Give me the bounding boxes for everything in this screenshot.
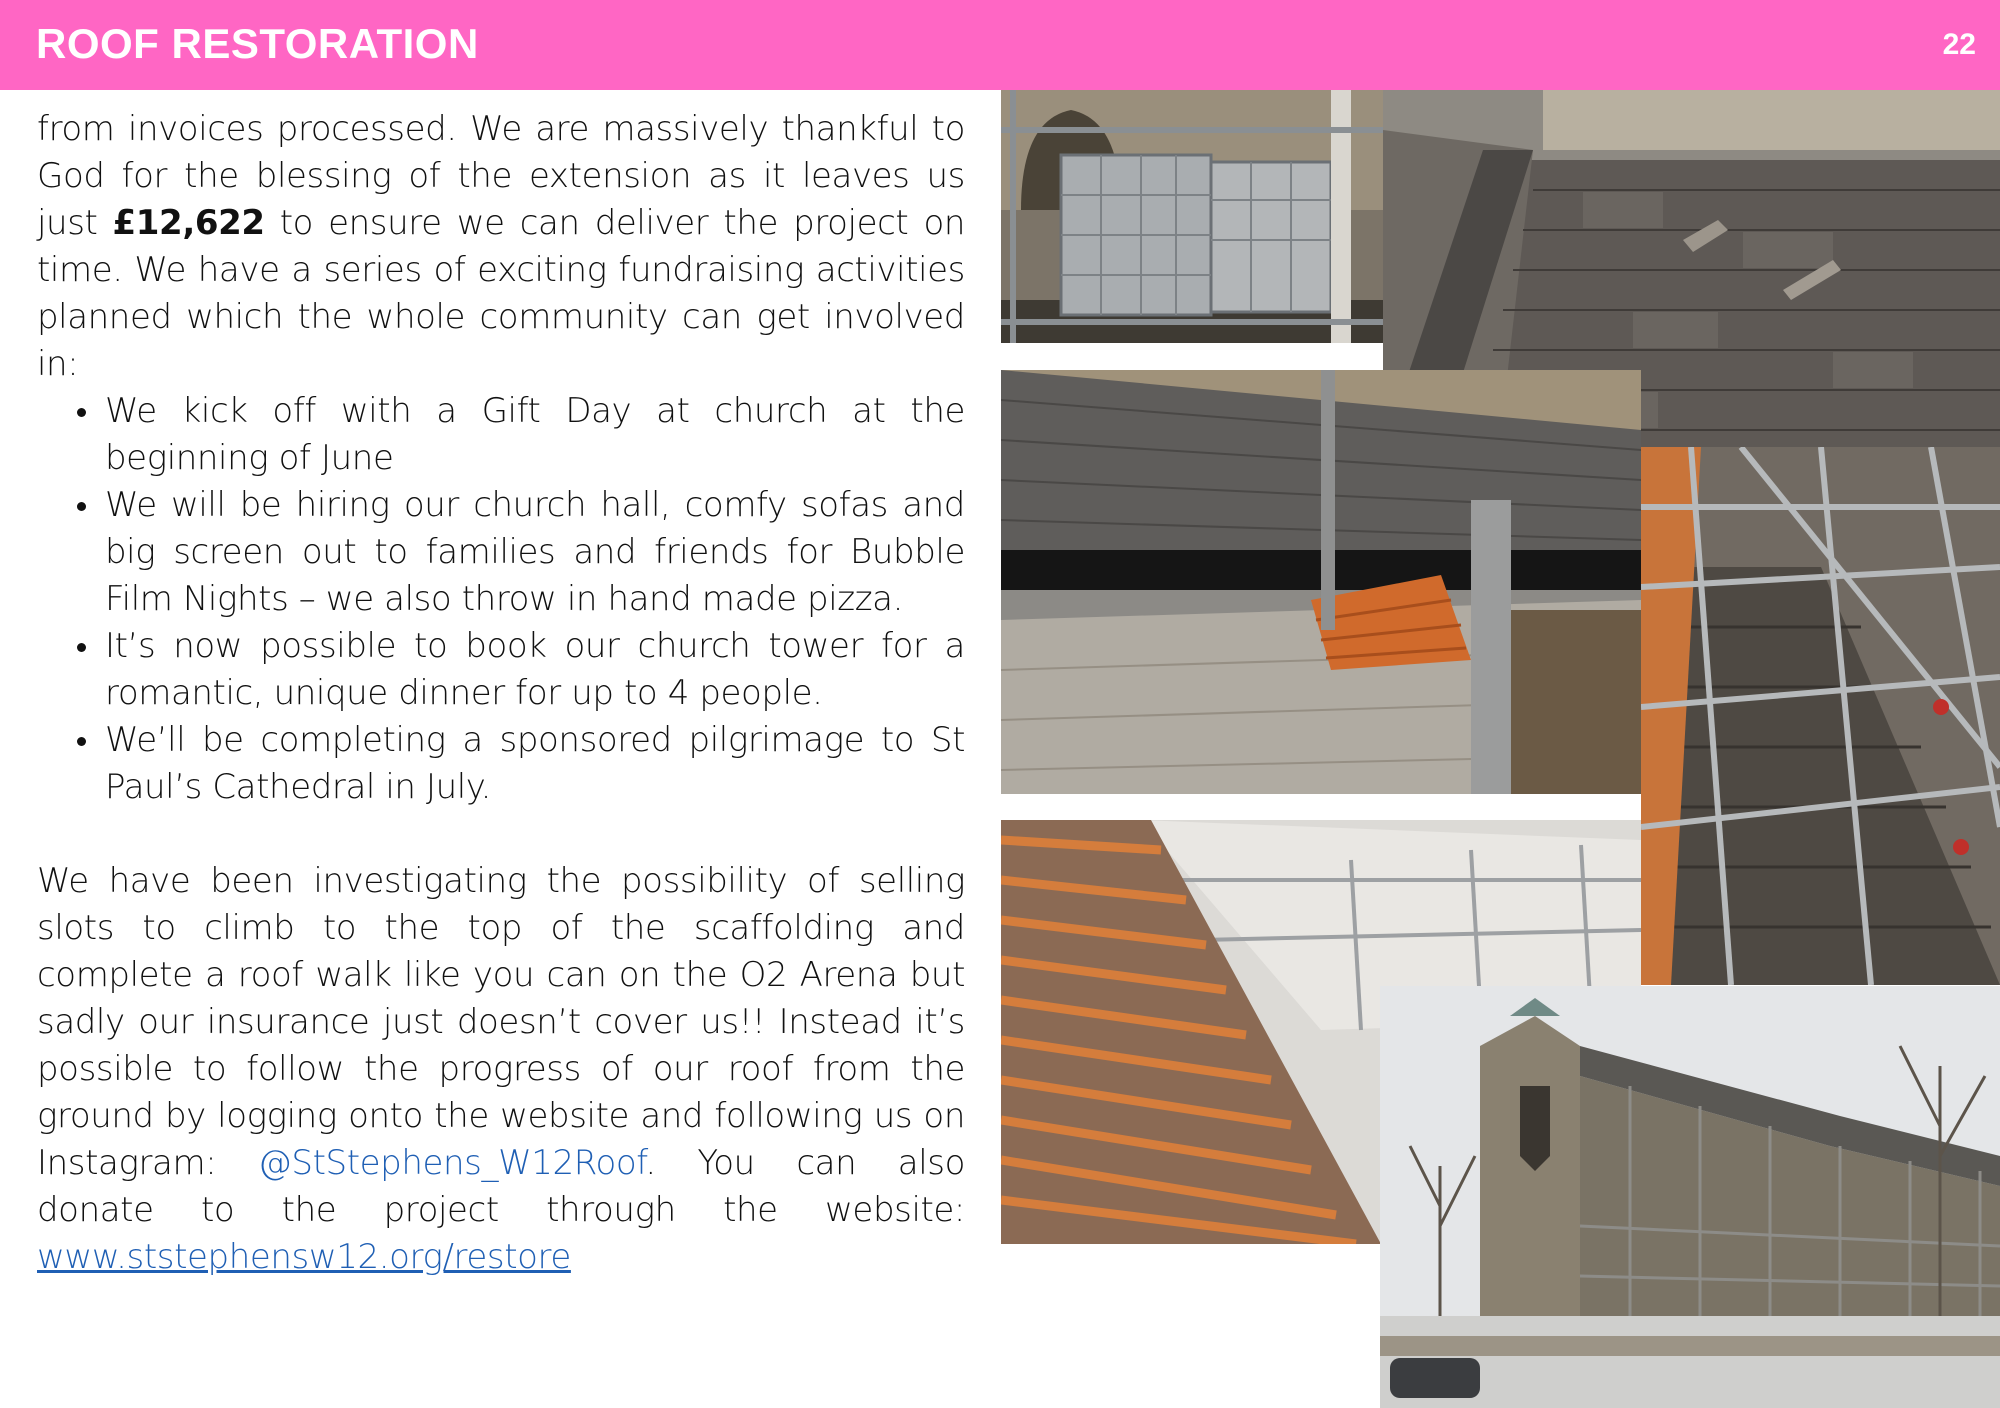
list-item: It’s now possible to book our church tower for a romantic, unique dinner for up to 4 people. — [105, 623, 965, 717]
intro-text-b: to ensure we can deliver the project on time. We have a series of exciting fundraising activities planned which the whole community can get involved in: — [37, 203, 965, 384]
page-number: 22 — [1942, 28, 1976, 61]
list-item: We kick off with a Gift Day at church at the beginning of June — [105, 388, 965, 482]
remaining-amount: £12,622 — [112, 203, 265, 243]
intro-text-a: from invoices processed. We are massively thankful to God for the blessing of the extension as it leaves us just — [37, 109, 965, 243]
timber-on-scaffold-photo — [1001, 370, 1641, 794]
progress-paragraph — [37, 858, 965, 1281]
church-exterior-photo — [1380, 986, 2000, 1408]
scaffold-walkway-photo — [1641, 447, 2000, 985]
list-item: We’ll be completing a sponsored pilgrimage to St Paul’s Cathedral in July. — [105, 717, 965, 811]
activities-list — [37, 388, 965, 811]
progress-text-a: We have been investigating the possibility of selling slots to climb to the top of the scaffolding and complete a roof walk like you can on the O2 Arena but sadly our insurance just doesn’t cover us!! Instead it’s possible to follow the progress of our roof from the ground by logging onto the website and following us on Instagram: — [37, 861, 965, 1183]
instagram-handle-link[interactable]: @StStephens_W12Roof — [257, 1143, 646, 1183]
section-title: ROOF RESTORATION — [36, 20, 479, 67]
body-text — [37, 106, 965, 1281]
progress-text-b: . You can also donate to the project through the website: — [37, 1143, 965, 1230]
water-tanks-photo — [1001, 90, 1383, 343]
list-item: We will be hiring our church hall, comfy sofas and big screen out to families and friends for Bubble Film Nights – we also throw in hand made pizza. — [105, 482, 965, 623]
page-header — [0, 0, 2000, 90]
website-link[interactable]: www.ststephensw12.org/restore — [37, 1237, 571, 1277]
intro-paragraph — [37, 106, 965, 388]
